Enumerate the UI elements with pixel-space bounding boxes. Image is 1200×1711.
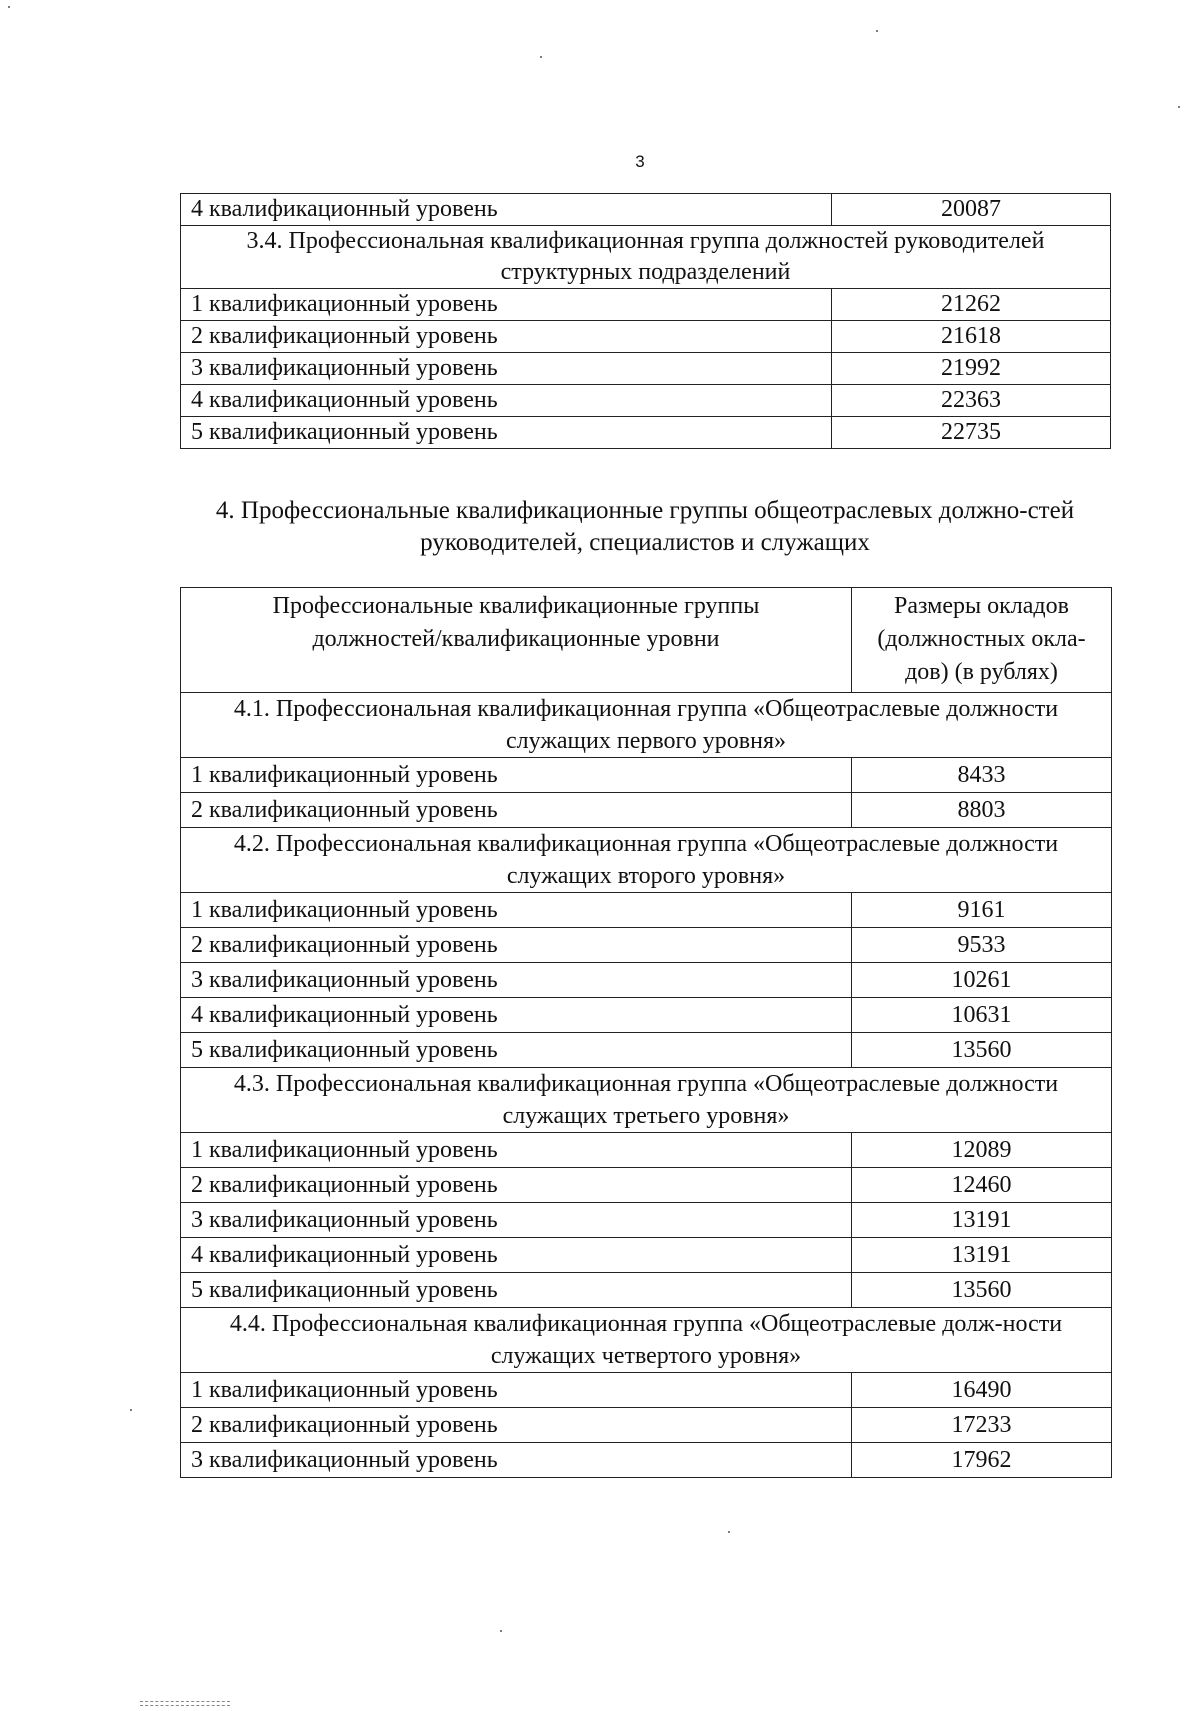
qualification-level: 1 квалификационный уровень (181, 893, 852, 928)
table-row (181, 1168, 1112, 1203)
salary-value: 13191 (852, 1238, 1112, 1273)
salary-value: 9161 (852, 893, 1112, 928)
salary-value: 12460 (852, 1168, 1112, 1203)
salary-value: 12089 (852, 1133, 1112, 1168)
table-row (181, 963, 1112, 998)
group-heading-row (181, 828, 1112, 893)
group-heading: 4.3. Профессиональная квалификационная группа «Общеотраслевые должности служащих третьего уровня» (181, 1068, 1112, 1133)
qualification-level: 2 квалификационный уровень (181, 1168, 852, 1203)
salary-value: 20087 (832, 194, 1111, 226)
table-row (181, 1238, 1112, 1273)
table-row (181, 893, 1112, 928)
qualification-level: 3 квалификационный уровень (181, 1443, 852, 1478)
group-heading-row (181, 1068, 1112, 1133)
qualification-level: 4 квалификационный уровень (181, 194, 832, 226)
scan-speck (876, 30, 878, 32)
table-row (181, 321, 1111, 353)
group-heading-row (181, 1308, 1112, 1373)
qualification-level: 3 квалификационный уровень (181, 1203, 852, 1238)
qualification-level: 1 квалификационный уровень (181, 289, 832, 321)
header-salary-column: Размеры окладов (должностных окла-дов) (в рублях) (852, 588, 1112, 693)
qualification-level: 4 квалификационный уровень (181, 998, 852, 1033)
table-row (181, 928, 1112, 963)
continuation-table (180, 193, 1111, 449)
table-row (181, 1373, 1112, 1408)
qualification-level: 5 квалификационный уровень (181, 417, 832, 449)
scan-speck (500, 1630, 502, 1632)
salary-value: 17962 (852, 1443, 1112, 1478)
salary-value: 13560 (852, 1273, 1112, 1308)
salary-value: 10631 (852, 998, 1112, 1033)
table-row (181, 385, 1111, 417)
header-group-column: Профессиональные квалификационные группы должностей/квалификационные уровни (181, 588, 852, 693)
salary-value: 13191 (852, 1203, 1112, 1238)
group-heading-row (181, 226, 1111, 289)
salary-value: 17233 (852, 1408, 1112, 1443)
group-heading: 4.4. Профессиональная квалификационная группа «Общеотраслевые долж-ности служащих четвертого уровня» (181, 1308, 1112, 1373)
table-header-row (181, 588, 1112, 693)
qualification-level: 2 квалификационный уровень (181, 1408, 852, 1443)
table-row (181, 1408, 1112, 1443)
salary-value: 16490 (852, 1373, 1112, 1408)
table-row (181, 289, 1111, 321)
qualification-level: 1 квалификационный уровень (181, 758, 852, 793)
scan-speck (540, 56, 542, 58)
table-row (181, 1133, 1112, 1168)
qualification-level: 2 квалификационный уровень (181, 793, 852, 828)
salary-value: 8433 (852, 758, 1112, 793)
table-row (181, 1273, 1112, 1308)
salary-value: 21262 (832, 289, 1111, 321)
scan-speck (130, 1409, 132, 1411)
qualification-level: 3 квалификационный уровень (181, 963, 852, 998)
table-row (181, 417, 1111, 449)
salary-value: 13560 (852, 1033, 1112, 1068)
qualification-level: 2 квалификационный уровень (181, 321, 832, 353)
group-heading: 4.1. Профессиональная квалификационная группа «Общеотраслевые должности служащих первого уровня» (181, 693, 1112, 758)
table-row (181, 194, 1111, 226)
scan-speck (1178, 106, 1180, 108)
qualification-level: 1 квалификационный уровень (181, 1373, 852, 1408)
scan-speck (8, 6, 10, 8)
qualification-level: 5 квалификационный уровень (181, 1033, 852, 1068)
qualification-level: 5 квалификационный уровень (181, 1273, 852, 1308)
group-heading: 3.4. Профессиональная квалификационная группа должностей руководителей структурных подразделений (181, 226, 1111, 289)
table-row (181, 1203, 1112, 1238)
salary-value: 22735 (832, 417, 1111, 449)
scan-speck (728, 1531, 730, 1533)
group-heading-row (181, 693, 1112, 758)
section-heading: 4. Профессиональные квалификационные группы общеотраслевых должно-стей руководителей, специалистов и служащих (215, 497, 1075, 556)
salary-value: 21618 (832, 321, 1111, 353)
group-heading: 4.2. Профессиональная квалификационная группа «Общеотраслевые должности служащих второго уровня» (181, 828, 1112, 893)
table-row (181, 1033, 1112, 1068)
table-row (181, 758, 1112, 793)
qualification-level: 4 квалификационный уровень (181, 385, 832, 417)
table-row (181, 998, 1112, 1033)
table-row (181, 353, 1111, 385)
salary-value: 8803 (852, 793, 1112, 828)
salary-table (180, 587, 1112, 1478)
salary-value: 9533 (852, 928, 1112, 963)
qualification-level: 3 квалификационный уровень (181, 353, 832, 385)
page-number: 3 (635, 152, 645, 171)
qualification-level: 4 квалификационный уровень (181, 1238, 852, 1273)
qualification-level: 2 квалификационный уровень (181, 928, 852, 963)
salary-value: 10261 (852, 963, 1112, 998)
table-row (181, 1443, 1112, 1478)
salary-value: 21992 (832, 353, 1111, 385)
qualification-level: 1 квалификационный уровень (181, 1133, 852, 1168)
salary-value: 22363 (832, 385, 1111, 417)
scan-edge-mark (140, 1701, 230, 1706)
table-row (181, 793, 1112, 828)
